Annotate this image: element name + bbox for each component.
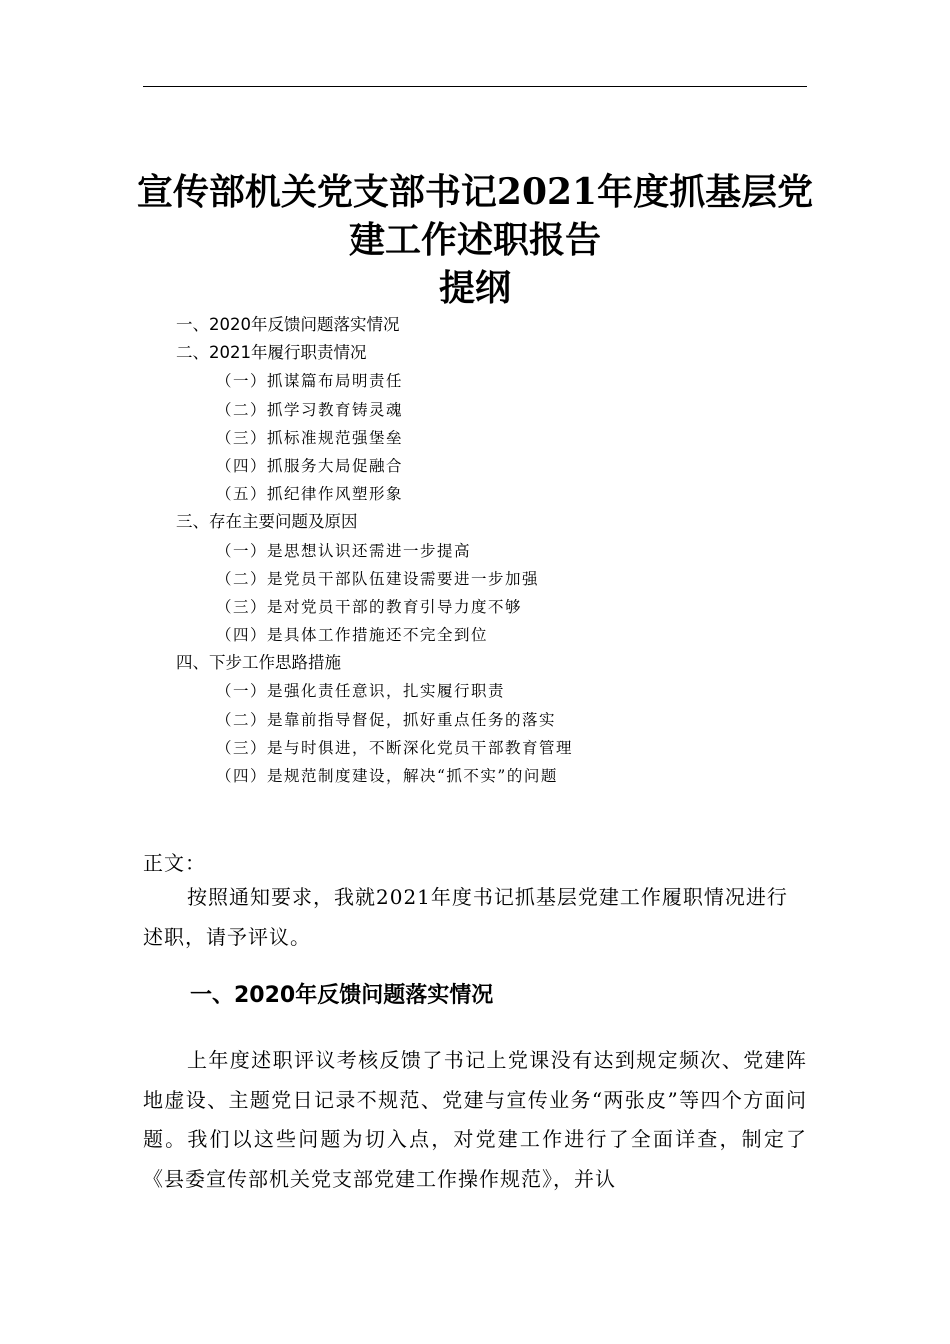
outline-heading: 四、下步工作思路措施 <box>176 653 341 673</box>
outline <box>176 311 573 790</box>
outline-item: （一）抓谋篇布局明责任 <box>216 372 404 391</box>
document-title <box>130 168 820 312</box>
title-line-3: 提纲 <box>438 267 511 309</box>
outline-item: （三）是对党员干部的教育引导力度不够 <box>216 597 523 616</box>
outline-item: （二）是靠前指导督促，抓好重点任务的落实 <box>216 710 557 729</box>
outline-item: （三）是与时俱进，不断深化党员干部教育管理 <box>216 738 574 757</box>
header-rule <box>143 86 807 87</box>
title-line-1: 宣传部机关党支部书记2021年度抓基层党 <box>136 171 814 213</box>
outline-heading: 二、2021年履行职责情况 <box>176 343 367 363</box>
section-paragraph: 上年度述职评议考核反馈了书记上党课没有达到规定频次、党建阵地虚设、主题党日记录不规范、党建与宣传业务“两张皮”等四个方面问题。我们以这些问题为切入点，对党建工作进行了全面详查，制定了《县委宣传部机关党支部党建工作操作规范》，并认 <box>143 1048 807 1191</box>
outline-item: （四）抓服务大局促融合 <box>216 456 404 475</box>
outline-heading: 三、存在主要问题及原因 <box>176 512 358 532</box>
outline-item: （四）是具体工作措施还不完全到位 <box>216 626 489 645</box>
outline-item: （四）是规范制度建设，解决“抓不实”的问题 <box>216 767 558 785</box>
outline-item: （一）是强化责任意识，扎实履行职责 <box>216 682 506 701</box>
title-line-2: 建工作述职报告 <box>348 219 601 261</box>
outline-item: （一）是思想认识还需进一步提高 <box>216 541 472 560</box>
outline-item: （二）是党员干部队伍建设需要进一步加强 <box>216 569 540 588</box>
outline-item: （五）抓纪律作风塑形象 <box>216 485 404 504</box>
outline-item: （二）抓学习教育铸灵魂 <box>216 400 404 419</box>
body-label: 正文： <box>143 851 206 875</box>
section-heading: 一、2020年反馈问题落实情况 <box>190 983 494 1008</box>
outline-item: （三）抓标准规范强堡垒 <box>216 428 404 447</box>
outline-heading: 一、2020年反馈问题落实情况 <box>176 315 400 334</box>
intro-paragraph: 按照通知要求，我就2021年度书记抓基层党建工作履职情况进行述职，请予评议。 <box>143 885 788 949</box>
